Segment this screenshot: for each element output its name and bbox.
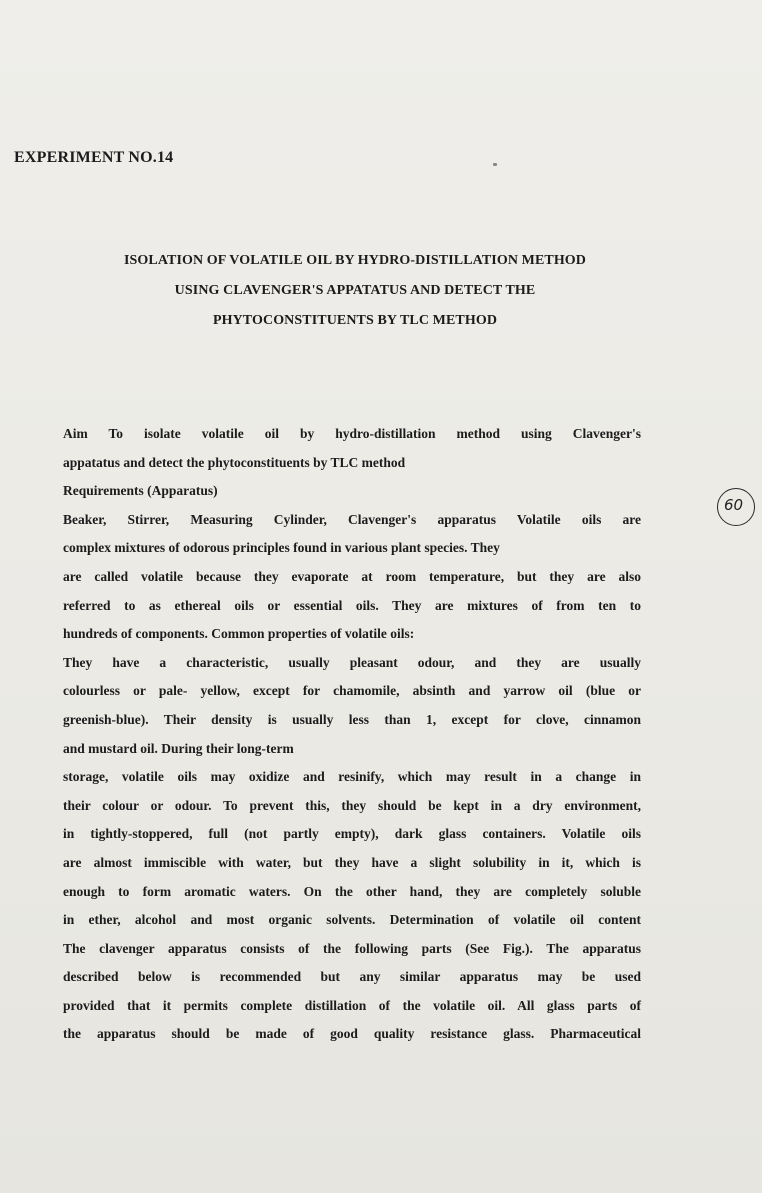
body-line: in tightly-stoppered, full (not partly empty), dark glass containers. Volatile oils: [63, 826, 641, 842]
body-line: Aim To isolate volatile oil by hydro-distillation method using Clavenger's: [63, 426, 641, 441]
body-line: storage, volatile oils may oxidize and resinify, which may result in a change in: [63, 769, 641, 785]
body-text: [63, 420, 641, 1049]
body-line: and mustard oil. During their long-term: [63, 740, 294, 756]
heading-line-3: PHYTOCONSTITUENTS BY TLC METHOD: [212, 313, 498, 328]
heading-line-1: ISOLATION OF VOLATILE OIL BY HYDRO-DISTILLATION METHOD: [123, 253, 587, 268]
body-line: colourless or pale- yellow, except for chamomile, absinth and yarrow oil (blue or: [63, 683, 641, 699]
body-line: are almost immiscible with water, but they have a slight solubility in it, which is: [63, 854, 641, 870]
body-line: Beaker, Stirrer, Measuring Cylinder, Clavenger's apparatus Volatile oils are: [63, 511, 641, 527]
heading-line-2: USING CLAVENGER'S APPATATUS AND DETECT THE: [174, 283, 536, 298]
body-line: appatatus and detect the phytoconstituents by TLC method: [63, 454, 406, 470]
body-line: are called volatile because they evaporate at room temperature, but they are also: [63, 568, 641, 584]
body-line: referred to as ethereal oils or essential oils. They are mixtures of from ten to: [63, 597, 641, 613]
body-line: in ether, alcohol and most organic solvents. Determination of volatile oil content: [63, 912, 641, 928]
paper-speck: [493, 163, 497, 166]
body-line: described below is recommended but any similar apparatus may be used: [63, 969, 641, 985]
experiment-title: EXPERIMENT NO.14: [14, 149, 174, 166]
body-line: enough to form aromatic waters. On the other hand, they are completely soluble: [63, 883, 641, 899]
body-line: provided that it permits complete distillation of the volatile oil. All glass parts of: [63, 997, 641, 1013]
body-line: The clavenger apparatus consists of the following parts (See Fig.). The apparatus: [63, 940, 641, 956]
body-line: Requirements (Apparatus): [63, 483, 218, 499]
body-line: greenish-blue). Their density is usually less than 1, except for clove, cinnamon: [63, 711, 641, 727]
handwritten-page-number-text: 60: [724, 496, 744, 514]
handwritten-page-number: [717, 488, 755, 526]
body-line: They have a characteristic, usually pleasant odour, and they are usually: [63, 654, 641, 670]
body-line: their colour or odour. To prevent this, they should be kept in a dry environment,: [63, 797, 641, 813]
body-line: complex mixtures of odorous principles found in various plant species. They: [63, 540, 500, 556]
body-line: the apparatus should be made of good quality resistance glass. Pharmaceutical: [63, 1026, 641, 1042]
main-heading: [40, 246, 670, 336]
body-line: hundreds of components. Common properties of volatile oils:: [63, 626, 415, 642]
